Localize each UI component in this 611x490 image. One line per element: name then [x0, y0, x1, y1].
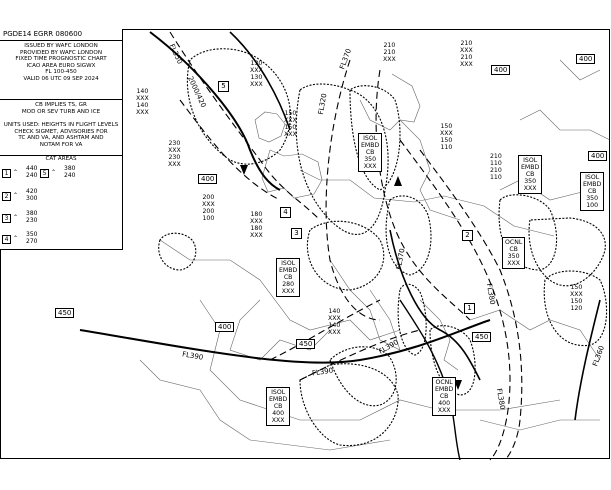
cb-line: XXX [523, 185, 537, 192]
cb-line: XXX [437, 407, 451, 414]
tropopause-level: 400 [215, 322, 234, 332]
cb-line: ISOL [585, 174, 600, 181]
turb-icing-box [202, 194, 215, 222]
cat-bottom: 240 [26, 172, 38, 179]
cat-area-marker: 2 [462, 230, 473, 241]
level: 140 [136, 102, 149, 109]
level: 210 [460, 54, 473, 61]
level: 110 [490, 174, 502, 181]
level: 210 [460, 40, 473, 47]
issue-info [0, 43, 122, 83]
issue-line: ISSUED BY WAFC LONDON [24, 43, 98, 49]
cb-line: 350 [524, 178, 537, 185]
cb-box [580, 172, 604, 211]
level: XXX [168, 147, 181, 154]
cat-bottom: 230 [26, 217, 38, 224]
jet-fl-label: FL380 [484, 282, 497, 306]
cb-line: XXX [271, 417, 285, 424]
cat-area-number: 4 [2, 235, 11, 244]
cb-line: CB [509, 246, 518, 253]
level: XXX [250, 67, 263, 74]
level: 120 [570, 305, 583, 312]
turbulence-icon: ⌃ [13, 235, 19, 242]
jet-fl-label: FL370 [394, 247, 407, 271]
cb-box [518, 155, 542, 194]
level: XXX [136, 109, 149, 116]
cb-box [358, 133, 382, 172]
tropopause-level: 450 [55, 308, 74, 318]
level: 110 [440, 144, 453, 151]
header-divider [0, 99, 122, 100]
level: 150 [440, 123, 453, 130]
cat-bottom: 240 [64, 172, 76, 179]
chart-id: PGDE14 EGRR 080600 [3, 30, 83, 38]
cat-area-number: 3 [2, 214, 11, 223]
level: 140 [328, 308, 341, 315]
cb-line: EMBD [583, 181, 602, 188]
cb-line: ISOL [363, 135, 378, 142]
cb-line: EMBD [279, 267, 298, 274]
level: XXX [250, 218, 263, 225]
level: 110 [490, 160, 502, 167]
issue-line: VALID 06 UTC 09 SEP 2024 [23, 75, 99, 82]
level: XXX [460, 47, 473, 54]
cat-top: 380 [64, 165, 76, 172]
turb-icing-box [250, 211, 263, 239]
cb-line: OCNL [435, 379, 453, 386]
cb-line: CB [283, 274, 293, 281]
level: 180 [250, 225, 263, 232]
cb-line: 350 [507, 253, 520, 260]
cb-box [276, 258, 300, 297]
cat-bottom: 270 [26, 238, 38, 245]
tropopause-level: 400 [198, 174, 217, 184]
cb-line: EMBD [521, 164, 540, 171]
level: 100 [202, 215, 215, 222]
level: 150 [570, 298, 583, 305]
level: 210 [490, 153, 502, 160]
cb-line: XXX [507, 260, 520, 267]
cb-line: EMBD [269, 396, 288, 403]
level: XXX [284, 131, 297, 138]
cat-area-marker: 5 [218, 81, 229, 92]
cb-line: 100 [586, 202, 599, 209]
level: 210 [490, 167, 502, 174]
cb-line: CB [365, 149, 375, 156]
level: XXX [250, 232, 263, 239]
cb-line: CB [587, 188, 597, 195]
note-line: CHECK SIGMET, ADVISORIES FOR [14, 128, 108, 135]
cb-line: EMBD [361, 142, 380, 149]
issue-line: ICAO AREA EURO SIGWX [26, 62, 96, 69]
level: 200 [202, 208, 215, 215]
cat-top: 380 [26, 210, 38, 217]
level: XXX [136, 95, 149, 102]
level: 180 [250, 211, 263, 218]
cat-area-levels [26, 165, 37, 179]
cat-area-levels [64, 165, 75, 179]
level: XXX [570, 291, 583, 298]
level: 150 [284, 124, 297, 131]
cb-line: CB [525, 171, 535, 178]
cb-line: ISOL [271, 389, 286, 396]
turb-icing-box [440, 123, 453, 151]
cb-box [266, 387, 290, 426]
level: 230 [168, 154, 181, 161]
jet-fl-label: FL350 [167, 42, 184, 66]
chart-header-panel [0, 29, 123, 250]
level: 210 [383, 49, 396, 56]
cat-area-levels [26, 231, 37, 245]
turb-icing-box [328, 308, 341, 336]
level: 130 [250, 60, 263, 67]
header-divider [0, 40, 122, 41]
tropopause-level: 450 [296, 339, 315, 349]
level: 210 [383, 42, 396, 49]
jet-fl-label: FL380 [494, 387, 507, 411]
level: XXX [250, 81, 263, 88]
turb-icing-box [250, 60, 263, 88]
jet-fl-label: FL370 [338, 47, 354, 71]
turbulence-icon: ⌃ [13, 214, 19, 221]
cb-box [502, 237, 525, 269]
level: XXX [202, 201, 215, 208]
turb-icing-box [460, 40, 473, 68]
issue-line: FIXED TIME PROGNOSTIC CHART [15, 56, 107, 63]
cb-line: CB [273, 403, 283, 410]
jet-fl-label: FL360 [591, 344, 607, 368]
level: 140 [328, 322, 341, 329]
cb-line: 400 [438, 400, 451, 407]
turb-icing-box [570, 284, 583, 312]
level: XXX [328, 329, 341, 336]
cb-line: 400 [272, 410, 285, 417]
note-line: TC AND VA, AND ASHTAM AND [18, 135, 104, 142]
note-line: NOTAM FOR VA [39, 141, 83, 148]
jet-fl-label: FL390 [181, 350, 204, 362]
jet-fl-label: FL390 [377, 338, 400, 356]
cat-area-marker: 1 [464, 303, 475, 314]
level: 140 [136, 88, 149, 95]
level: XXX [284, 117, 297, 124]
turb-icing-box [136, 88, 149, 116]
cat-area-number: 5 [40, 169, 49, 178]
level: 200 [202, 194, 215, 201]
cat-top: 350 [26, 231, 38, 238]
tropopause-level: 450 [472, 332, 491, 342]
issue-line: FL 100-450 [45, 69, 77, 76]
level: 150 [284, 110, 297, 117]
cat-area-marker: 4 [280, 207, 291, 218]
turbulence-icon: ⌃ [13, 169, 19, 176]
level: 130 [250, 74, 263, 81]
cb-line: 280 [282, 281, 295, 288]
level: 150 [570, 284, 583, 291]
cat-area-number: 2 [2, 192, 11, 201]
cb-line: EMBD [435, 386, 454, 393]
cb-line: ISOL [281, 260, 296, 267]
note-line: UNITS USED: HEIGHTS IN FLIGHT LEVELS [3, 122, 119, 128]
cb-line: XXX [363, 163, 377, 170]
cat-area-levels [26, 210, 37, 224]
cb-line: 350 [364, 156, 377, 163]
level: 150 [440, 137, 453, 144]
note-line: MOD OR SEV TURB AND ICE [21, 108, 101, 115]
cb-line: CB [439, 393, 449, 400]
cat-bottom: 300 [26, 195, 38, 202]
units-notes [0, 122, 122, 148]
turbulence-icon: ⌃ [51, 169, 57, 176]
cb-box [432, 377, 456, 416]
issue-line: PROVIDED BY WAFC LONDON [19, 49, 103, 56]
tropopause-level: 400 [491, 65, 510, 75]
cb-notes [0, 102, 122, 115]
tropopause-level: 400 [576, 54, 595, 64]
jet-fl-label: FL320 [316, 92, 329, 116]
tropopause-level: 400 [588, 151, 607, 161]
cat-top: 440 [26, 165, 38, 172]
turbulence-icon: ⌃ [13, 192, 19, 199]
cat-top: 420 [26, 188, 38, 195]
jet-fl-label: FL390 [311, 366, 334, 378]
cb-line: ISOL [523, 157, 538, 164]
level: 230 [168, 140, 181, 147]
turb-icing-box [383, 42, 396, 63]
cat-area-marker: 3 [291, 228, 302, 239]
level: XXX [168, 161, 181, 168]
level: XXX [383, 56, 396, 63]
cb-line: XXX [281, 288, 295, 295]
turb-icing-box [168, 140, 181, 168]
jet-speed-label: 2000/420 [186, 75, 208, 109]
cat-area-levels [26, 188, 37, 202]
note-line: CB IMPLIES TS, GR [35, 102, 87, 108]
level: XXX [440, 130, 453, 137]
turb-icing-box [284, 110, 297, 138]
level: XXX [328, 315, 341, 322]
cb-line: OCNL [505, 239, 523, 246]
level: XXX [460, 61, 473, 68]
cb-line: 350 [586, 195, 599, 202]
turb-icing-box [490, 153, 502, 181]
cat-areas-title: CAT AREAS [45, 156, 77, 162]
cat-area-number: 1 [2, 169, 11, 178]
